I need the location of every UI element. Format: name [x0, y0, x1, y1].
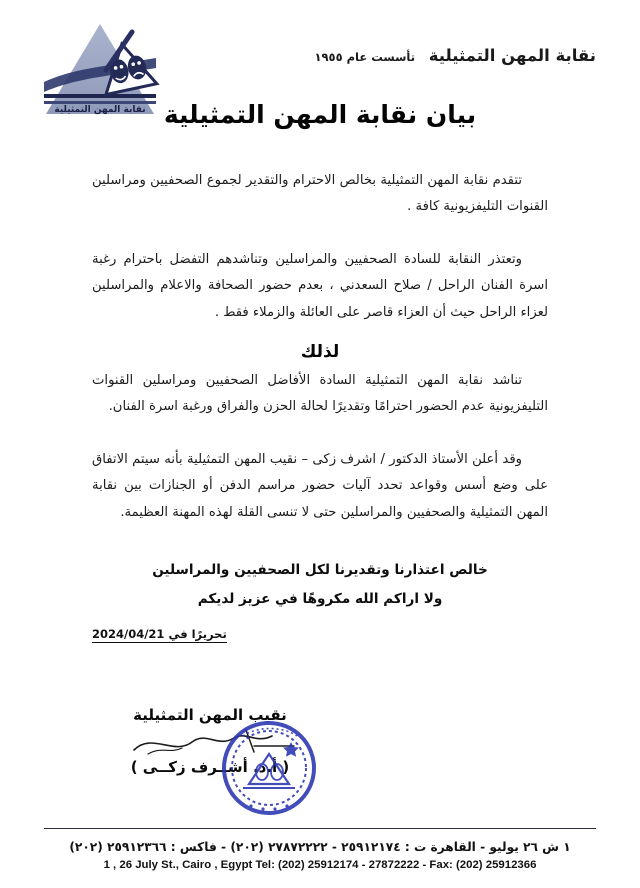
body-paragraph-1: تتقدم نقابة المهن التمثيلية بخالص الاحترام والتقدير لجموع الصحفيين ومراسلين القنوات التليفزيونية كافة . [92, 173, 548, 215]
official-round-stamp [213, 714, 325, 822]
date-value: 2024/04/21 [92, 627, 165, 642]
date-line [92, 627, 548, 641]
body-paragraph-4: وقد أعلن الأستاذ الدكتور / اشرف زكى – نقيب المهن التمثيلية بأنه سيتم الاتفاق على وضع أسس وقواعد تحدد آليات حضور مراسم الدفن أو الجنازات بين نقابة المهن التمثيلية والصحفيين والمراسلين حتى لا تنسى القلة لهذه المهنة العظيمة. [92, 451, 548, 520]
date-text [92, 627, 227, 643]
page-title: بيان نقابة المهن التمثيلية [163, 100, 477, 129]
body-paragraph-2: وتعتذر النقابة للسادة الصحفيين والمراسلين وتناشدهم التفضل باحترام رغبة اسرة الفنان الراحل / صلاح السعدني ، بعدم حضور الصحافة والاعلام والمراسلين لعزاء الراحل حيث أن العزاء قاصر على العائلة والزملاء فقط . [92, 251, 548, 320]
footer-divider [44, 828, 596, 829]
header-organization [315, 46, 596, 65]
body-paragraph-3: تناشد نقابة المهن التمثيلية السادة الأفاضل الصحفيين ومراسلين القنوات التليفزيونية عدم الحضور احترامًا وتقديرًا لحالة الحزن والفراق ورغبة اسرة الفنان. [92, 373, 548, 415]
logo-caption-text: نقابة المهن التمثيلية [54, 105, 146, 115]
document-body [92, 168, 548, 641]
date-prefix: تحريرًا في [168, 627, 227, 642]
document-footer [0, 838, 640, 875]
closing-line-1: خالص اعتذارنا وتقديرنا لكل الصحفيين والمراسلين [152, 562, 488, 579]
header-founded-year: تأسست عام ١٩٥٥ [314, 50, 416, 64]
closing-line-2: ولا اراكم الله مكروهًا في عزيز لديكم [197, 590, 443, 607]
section-heading-therefore: لذلك [300, 342, 340, 363]
header-organization-name: نقابة المهن التمثيلية [428, 46, 596, 65]
signature-title: نقيب المهن التمثيلية [133, 706, 287, 724]
closing-block [92, 556, 548, 613]
footer-address-english: 1 , 26 July St., Cairo , Egypt Tel: (202) 25912174 - 27872222 - Fax: (202) 25912366 [103, 858, 537, 871]
signature-name: ( أ.د. أشــرف زكــى ) [130, 758, 290, 776]
footer-address-arabic: ١ ش ٢٦ يوليو - القاهرة ت : ٢٥٩١٢١٧٤ - ٢٧٨٧٢٢٢٢ (٢٠٢) - فاكس : ٢٥٩١٢٣٦٦ (٢٠٢) [69, 840, 571, 854]
